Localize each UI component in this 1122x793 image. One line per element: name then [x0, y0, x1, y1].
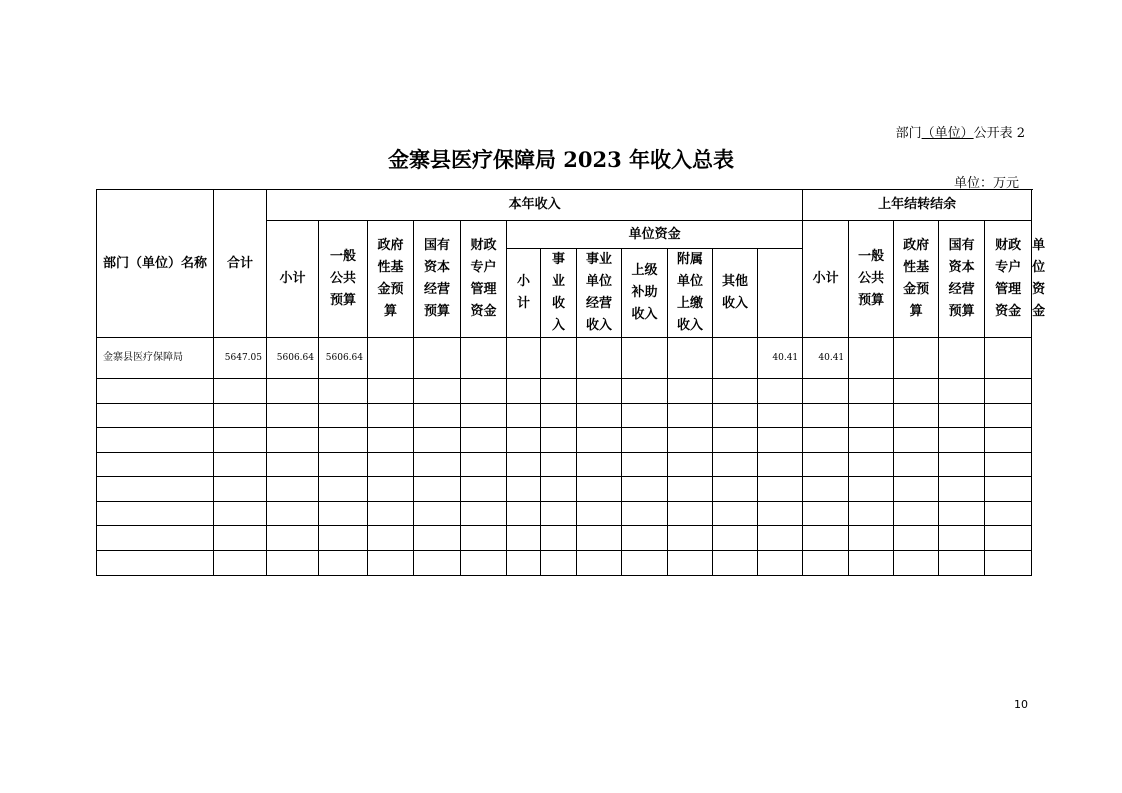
page-number: 10 — [1014, 698, 1028, 711]
cell-dept-name: 金寨县医疗保障局 — [97, 338, 214, 379]
header-unit-subtotal-text: 小 计 — [516, 274, 530, 311]
table-row — [97, 502, 1032, 526]
cell-prior-general-budget: 40.41 — [803, 338, 849, 379]
cell-prior-gov-fund — [849, 338, 894, 379]
table-row — [97, 404, 1032, 428]
header-gov-fund — [368, 221, 414, 338]
header-prior-fiscal-special — [985, 221, 1032, 338]
header-dept-name: 部门（单位）名称 — [97, 190, 214, 338]
header-prior-general-budget-text: 一般 公共 预算 — [858, 249, 885, 308]
header-general-budget — [319, 221, 368, 338]
header-fiscal-special — [461, 221, 507, 338]
header-business-income — [541, 249, 577, 338]
header-affiliated-income — [668, 249, 713, 338]
header-prior-general-budget — [849, 221, 894, 338]
cell-gov-fund — [368, 338, 414, 379]
cell-prior-unit-funds — [985, 338, 1032, 379]
header-state-capital — [414, 221, 461, 338]
header-business-op-income — [577, 249, 622, 338]
form-number-unit: （单位） — [921, 126, 974, 141]
table-row — [97, 379, 1032, 404]
header-business-op-income-text: 事业 单位 经营 收入 — [585, 252, 612, 333]
header-prior-year-carryover: 上年结转结余 — [803, 190, 1032, 221]
cell-superior-subsidy — [622, 338, 668, 379]
header-state-capital-text: 国有 资本 经营 预算 — [423, 238, 450, 319]
cell-fiscal-special — [461, 338, 507, 379]
page-title: 金寨县医疗保障局 2023 年收入总表 — [387, 147, 735, 172]
header-other-income-text: 其他 收入 — [721, 274, 748, 311]
header-current-year-income: 本年收入 — [267, 190, 803, 221]
cell-state-capital — [414, 338, 461, 379]
header-affiliated-income-text: 附属 单位 上缴 收入 — [676, 252, 703, 333]
header-prior-state-capital-text: 国有 资本 经营 预算 — [948, 238, 975, 319]
table-row — [97, 526, 1032, 551]
table-row — [97, 477, 1032, 502]
form-number — [896, 122, 1025, 141]
table-row — [97, 338, 1032, 379]
cell-prior-state-capital — [894, 338, 939, 379]
cell-subtotal: 5606.64 — [267, 338, 319, 379]
cell-unit-subtotal — [507, 338, 541, 379]
header-superior-subsidy-text: 上级 补助 收入 — [631, 263, 658, 322]
table-row — [97, 453, 1032, 477]
header-fiscal-special-text: 财政 专户 管理 资金 — [470, 238, 497, 319]
header-subtotal: 小计 — [267, 221, 319, 338]
header-business-income-text: 事 业 收 入 — [551, 252, 565, 333]
form-number-suffix: 公开表 2 — [973, 126, 1025, 141]
cell-business-income — [541, 338, 577, 379]
header-gov-fund-text: 政府 性基 金预 算 — [377, 238, 404, 319]
cell-other-income — [713, 338, 758, 379]
cell-total: 5647.05 — [214, 338, 267, 379]
header-superior-subsidy — [622, 249, 668, 338]
header-total: 合计 — [214, 190, 267, 338]
header-unit-funds: 单位资金 — [507, 221, 803, 249]
header-prior-gov-fund — [894, 221, 939, 338]
form-number-prefix: 部门 — [895, 126, 922, 141]
table-row — [97, 428, 1032, 453]
cell-prior-subtotal: 40.41 — [758, 338, 803, 379]
cell-affiliated-income — [668, 338, 713, 379]
cell-business-op-income — [577, 338, 622, 379]
cell-prior-fiscal-special — [939, 338, 985, 379]
header-other-income — [713, 249, 758, 338]
header-prior-unit-funds-text: 单位 资金 — [1032, 238, 1046, 319]
header-prior-fiscal-special-text: 财政 专户 管理 资金 — [995, 238, 1022, 319]
header-prior-gov-fund-text: 政府 性基 金预 算 — [903, 238, 930, 319]
header-general-budget-text: 一般 公共 预算 — [329, 249, 356, 308]
header-prior-state-capital — [939, 221, 985, 338]
unit-label: 单位：万元 — [953, 176, 1019, 191]
table-row — [97, 551, 1032, 576]
cell-general-budget: 5606.64 — [319, 338, 368, 379]
income-summary-table — [96, 189, 1046, 576]
header-prior-subtotal: 小计 — [803, 221, 849, 338]
header-unit-subtotal — [507, 249, 541, 338]
